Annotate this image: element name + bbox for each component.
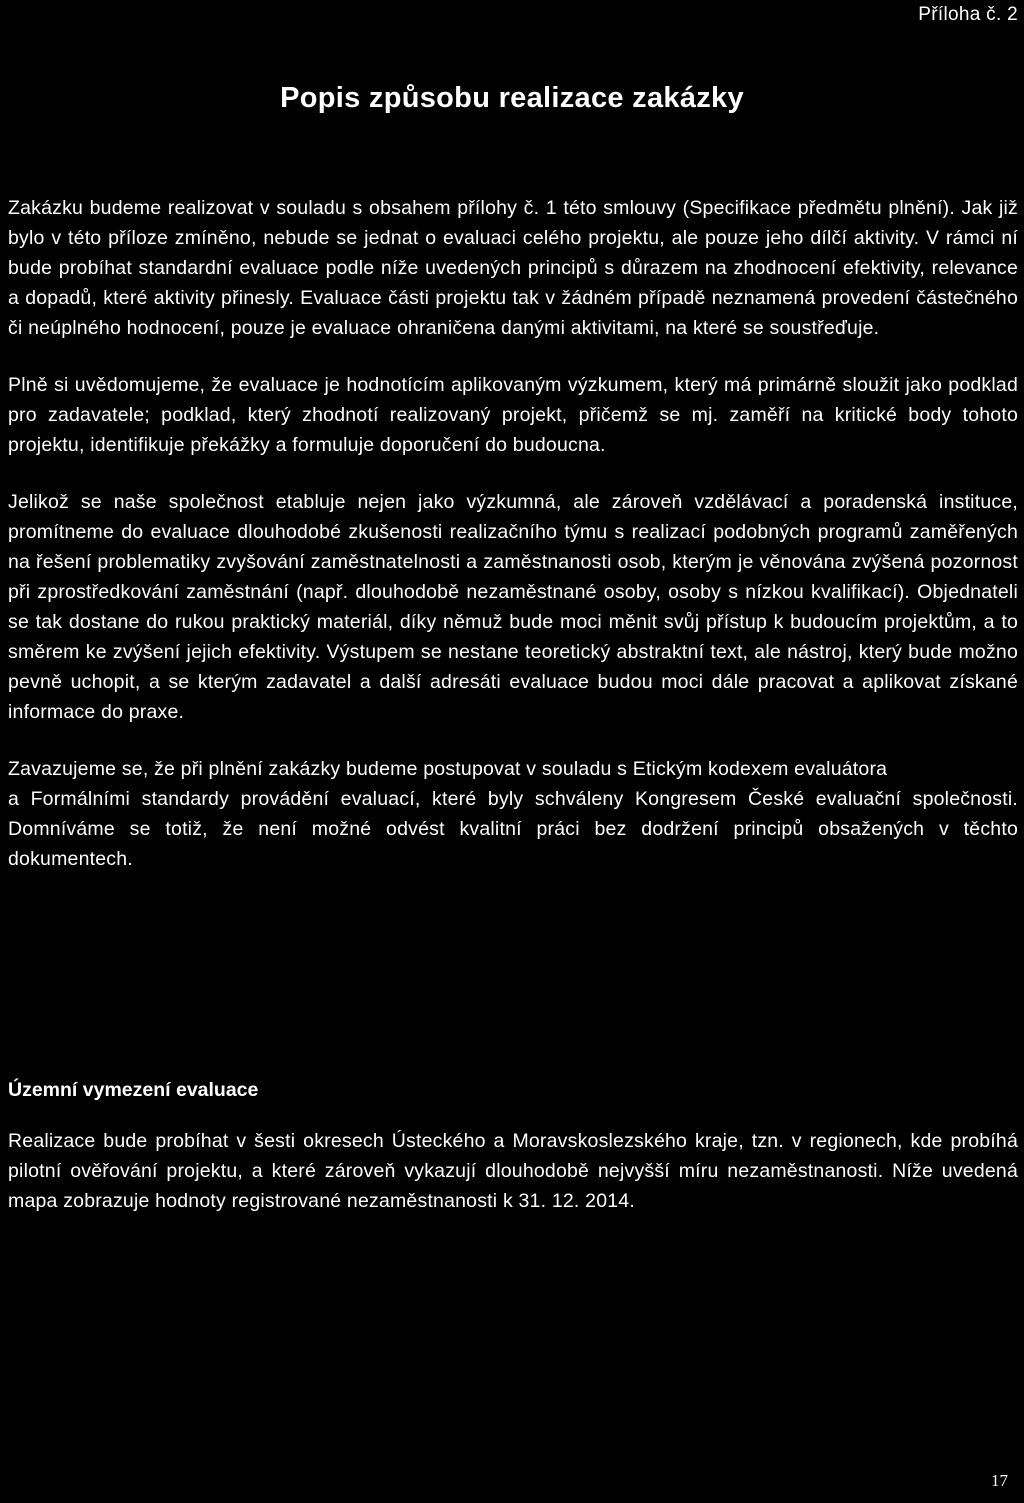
territorial-scope-section — [8, 1076, 1018, 1243]
paragraph-specification: Zakázku budeme realizovat v souladu s obsahem přílohy č. 1 této smlouvy (Specifikace předmětu plnění). Jak již bylo v této příloze zmíněno, nebude se jednat o evaluaci celého projektu, ale pouze jeho dílčí aktivity. V rámci ní bude probíhat standardní evaluace podle níže uvedených principů s důrazem na zhodnocení efektivity, relevance a dopadů, které aktivity přinesly. Evaluace části projektu tak v žádném případě neznamená provedení částečného či neúplného hodnocení, pouze je evaluace ohraničena danými aktivitami, na které se soustřeďuje. — [8, 197, 1018, 339]
document-body — [8, 193, 1018, 901]
paragraph-applied-research: Plně si uvědomujeme, že evaluace je hodnotícím aplikovaným výzkumem, který má primárně sloužit jako podklad pro zadavatele; podklad, který zhodnotí realizovaný projekt, přičemž se mj. zaměří na kritické body tohoto projektu, identifikuje překážky a formuluje doporučení do budoucna. — [8, 374, 1018, 456]
page-number: 17 — [991, 1471, 1008, 1490]
paragraph-company-experience: Jelikož se naše společnost etabluje nejen jako výzkumná, ale zároveň vzdělávací a poradenská instituce, promítneme do evaluace dlouhodobé zkušenosti realizačního týmu s realizací podobných programů zaměřených na řešení problematiky zvyšování zaměstnatelnosti a zaměstnanosti osob, kterým je věnována zvýšená pozornost při zprostředkování zaměstnání (např. dlouhodobě nezaměstnané osoby, osoby s nízkou kvalifikací). Objednateli se tak dostane do rukou praktický materiál, díky němuž bude moci měnit svůj přístup k budoucím projektům, a to směrem ke zvýšení jejich efektivity. Výstupem se nestane teoretický abstraktní text, ale nástroj, který bude možno pevně uchopit, a se kterým zadavatel a další adresáti evaluace budou moci dále pracovat a aplikovat získané informace do praxe. — [8, 491, 1018, 723]
section-text: Realizace bude probíhat v šesti okresech Ústeckého a Moravskoslezského kraje, tzn. v regionech, kde probíhá pilotní ověřování projektu, a které zároveň vykazují dlouhodobě nejvyšší míru nezaměstnanosti. Níže uvedená mapa zobrazuje hodnoty registrované nezaměstnanosti k 31. 12. 2014. — [8, 1130, 1018, 1212]
document-title: Popis způsobu realizace zakázky — [280, 82, 744, 114]
paragraph-ethics-commitment: Zavazujeme se, že při plnění zakázky budeme postupovat v souladu s Etickým kodexem evaluátora — [8, 758, 888, 780]
section-heading: Územní vymezení evaluace — [8, 1079, 259, 1101]
attachment-label: Příloha č. 2 — [918, 4, 1018, 25]
paragraph-formal-standards: a Formálními standardy provádění evaluací, které byly schváleny Kongresem České evaluační společnosti. Domníváme se totiž, že není možné odvést kvalitní práci bez dodržení principů obsažených v těchto dokumentech. — [8, 788, 1018, 870]
